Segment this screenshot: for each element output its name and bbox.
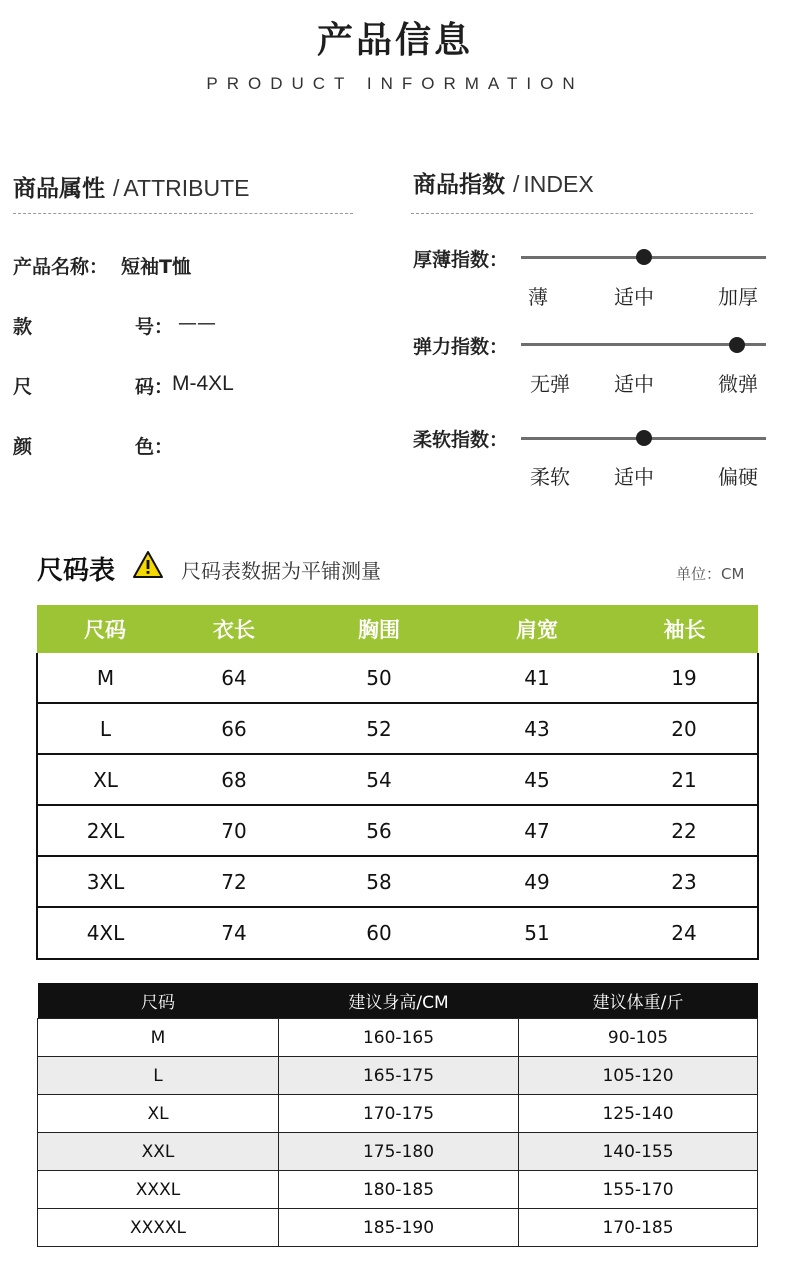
softness-option-hard: 偏硬 bbox=[718, 465, 758, 489]
attr-color-label-b: 色： bbox=[135, 436, 174, 458]
table-cell: 47 bbox=[463, 805, 611, 856]
table-cell: 74 bbox=[173, 907, 295, 959]
table-cell: 170-185 bbox=[519, 1209, 758, 1247]
thickness-index-marker bbox=[636, 249, 652, 265]
elasticity-option-none: 无弹 bbox=[530, 372, 570, 396]
table-cell: XXL bbox=[38, 1133, 279, 1171]
table-row bbox=[38, 1019, 758, 1057]
table-cell: 45 bbox=[463, 754, 611, 805]
table-cell: 170-175 bbox=[279, 1095, 519, 1133]
page-title: 产品信息 bbox=[316, 20, 473, 61]
table-cell: 3XL bbox=[37, 856, 173, 907]
elasticity-option-slight: 微弹 bbox=[718, 372, 758, 396]
attr-style-value: —— bbox=[178, 312, 216, 334]
table-cell: 22 bbox=[611, 805, 758, 856]
table-row bbox=[37, 653, 758, 703]
recommend-table-header bbox=[38, 983, 758, 1019]
table-cell: 140-155 bbox=[519, 1133, 758, 1171]
table-cell: 160-165 bbox=[279, 1019, 519, 1057]
table-cell: M bbox=[37, 653, 173, 703]
elasticity-index-label: 弹力指数： bbox=[413, 336, 509, 358]
table-cell: XL bbox=[38, 1095, 279, 1133]
table-cell: 2XL bbox=[37, 805, 173, 856]
index-heading-en: INDEX bbox=[523, 171, 594, 197]
recommend-col-weight: 建议体重/斤 bbox=[519, 983, 758, 1019]
table-cell: 21 bbox=[611, 754, 758, 805]
softness-index-marker bbox=[636, 430, 652, 446]
table-cell: 90-105 bbox=[519, 1019, 758, 1057]
table-cell: 155-170 bbox=[519, 1171, 758, 1209]
table-cell: 4XL bbox=[37, 907, 173, 959]
table-row bbox=[38, 1133, 758, 1171]
table-cell: L bbox=[37, 703, 173, 754]
table-row bbox=[38, 1209, 758, 1247]
size-chart-unit: 单位：CM bbox=[676, 565, 745, 583]
warning-triangle-icon bbox=[132, 550, 164, 579]
table-cell: XXXL bbox=[38, 1171, 279, 1209]
softness-option-soft: 柔软 bbox=[530, 465, 570, 489]
size-chart-title: 尺码表 bbox=[37, 556, 116, 586]
attr-size-label-a: 尺 bbox=[13, 376, 33, 398]
table-cell: 56 bbox=[295, 805, 463, 856]
table-cell: 68 bbox=[173, 754, 295, 805]
index-heading-slash: / bbox=[513, 171, 520, 197]
table-row bbox=[38, 1057, 758, 1095]
index-heading bbox=[413, 166, 594, 199]
table-row bbox=[37, 703, 758, 754]
attr-name-value: 短袖T恤 bbox=[121, 256, 191, 278]
size-table-col-shoulder: 肩宽 bbox=[463, 605, 611, 653]
elasticity-option-medium: 适中 bbox=[614, 372, 654, 396]
thickness-option-thin: 薄 bbox=[528, 285, 548, 309]
table-cell: 180-185 bbox=[279, 1171, 519, 1209]
attribute-heading bbox=[13, 170, 249, 203]
attr-size-value: M-4XL bbox=[172, 372, 234, 395]
table-cell: 19 bbox=[611, 653, 758, 703]
size-table-col-length: 衣长 bbox=[173, 605, 295, 653]
thickness-option-medium: 适中 bbox=[614, 285, 654, 309]
size-table bbox=[36, 605, 759, 960]
index-heading-cn: 商品指数 bbox=[413, 172, 505, 198]
attribute-heading-slash: / bbox=[113, 175, 120, 201]
attribute-heading-cn: 商品属性 bbox=[13, 176, 105, 202]
table-cell: 70 bbox=[173, 805, 295, 856]
index-divider bbox=[411, 213, 753, 214]
table-cell: M bbox=[38, 1019, 279, 1057]
attr-style-label-b: 号： bbox=[135, 316, 174, 338]
table-cell: 64 bbox=[221, 665, 247, 690]
table-cell: 43 bbox=[463, 703, 611, 754]
softness-option-medium: 适中 bbox=[614, 465, 654, 489]
table-cell: 41 bbox=[524, 665, 550, 690]
attr-color-label-a: 颜 bbox=[13, 436, 33, 458]
table-row bbox=[38, 1171, 758, 1209]
thickness-index-label: 厚薄指数： bbox=[413, 249, 509, 271]
size-table-col-chest: 胸围 bbox=[295, 605, 463, 653]
table-cell: 52 bbox=[295, 703, 463, 754]
table-row bbox=[37, 907, 758, 959]
table-cell: 51 bbox=[463, 907, 611, 959]
table-cell: 60 bbox=[295, 907, 463, 959]
attr-style-label-a: 款 bbox=[13, 316, 33, 338]
table-cell: L bbox=[38, 1057, 279, 1095]
size-chart-note: 尺码表数据为平铺测量 bbox=[181, 559, 381, 583]
table-cell: 72 bbox=[173, 856, 295, 907]
recommend-col-height: 建议身高/CM bbox=[279, 983, 519, 1019]
table-cell: XXXXL bbox=[38, 1209, 279, 1247]
table-row bbox=[37, 754, 758, 805]
table-row bbox=[38, 1095, 758, 1133]
attribute-divider bbox=[13, 213, 353, 214]
attr-name-label: 产品名称： bbox=[13, 256, 109, 278]
table-cell: 50 bbox=[366, 665, 392, 690]
softness-index-label: 柔软指数： bbox=[413, 429, 509, 451]
table-row bbox=[37, 805, 758, 856]
table-cell: 58 bbox=[295, 856, 463, 907]
attr-size-label-b: 码： bbox=[135, 376, 174, 398]
thickness-option-thick: 加厚 bbox=[718, 285, 758, 309]
recommend-table bbox=[37, 983, 758, 1247]
size-table-header bbox=[37, 605, 758, 653]
table-cell: 20 bbox=[611, 703, 758, 754]
table-cell: 24 bbox=[611, 907, 758, 959]
attribute-heading-en: ATTRIBUTE bbox=[123, 175, 250, 201]
page-subtitle: PRODUCT INFORMATION bbox=[206, 74, 584, 93]
size-table-col-sleeve: 袖长 bbox=[611, 605, 758, 653]
table-cell: 54 bbox=[295, 754, 463, 805]
table-cell: 125-140 bbox=[519, 1095, 758, 1133]
table-cell: 165-175 bbox=[279, 1057, 519, 1095]
table-cell: 105-120 bbox=[519, 1057, 758, 1095]
table-cell: 66 bbox=[173, 703, 295, 754]
elasticity-index-marker bbox=[729, 337, 745, 353]
table-cell: 185-190 bbox=[279, 1209, 519, 1247]
recommend-col-size: 尺码 bbox=[38, 983, 279, 1019]
table-cell: 23 bbox=[611, 856, 758, 907]
size-table-col-size: 尺码 bbox=[37, 605, 173, 653]
table-cell: 49 bbox=[463, 856, 611, 907]
table-cell: 175-180 bbox=[279, 1133, 519, 1171]
table-row bbox=[37, 856, 758, 907]
table-cell: XL bbox=[37, 754, 173, 805]
